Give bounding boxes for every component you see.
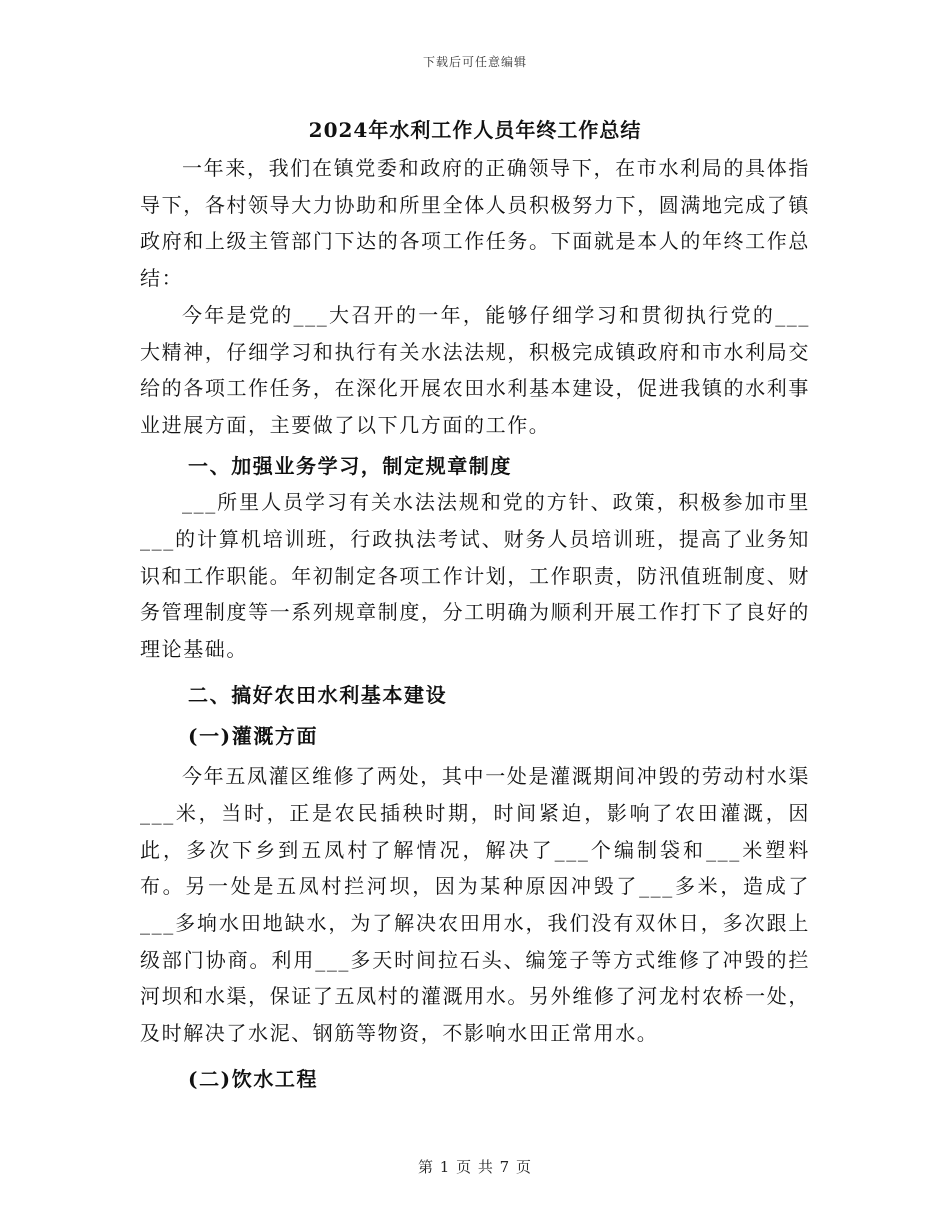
page-number: 第 1 页 共 7 页 [418, 1158, 532, 1176]
paragraph-study: ___所里人员学习有关水法法规和党的方针、政策，积极参加市里___的计算机培训班，行政执法考试、财务人员培训班，提高了业务知识和工作职能。年初制定各项工作计划，工作职责，防汛值班制度、财务管理制度等一系列规章制度，分工明确为顺利开展工作打下了良好的理论基础。 [140, 490, 810, 662]
header-note: 下载后可任意编辑 [422, 55, 527, 69]
section-heading-2: 二、搞好农田水利基本建设 [188, 682, 448, 707]
paragraph-irrigation: 今年五凤灌区维修了两处，其中一处是灌溉期间冲毁的劳动村水渠___米，当时，正是农民插秧时期，时间紧迫，影响了农田灌溉，因此，多次下乡到五凤村了解情况，解决了___个编制袋和___米塑料布。另一处是五凤村拦河坝，因为某种原因冲毁了___多米，造成了___多垧水田地缺水，为了解决农田用水，我们没有双休日，多次跟上级部门协商。利用___多天时间拉石头、编笼子等方式维修了冲毁的拦河坝和水渠，保证了五凤村的灌溉用水。另外维修了河龙村农桥一处，及时解决了水泥、钢筋等物资，不影响水田正常用水。 [140, 764, 810, 1046]
paragraph-overview: 今年是党的___大召开的一年，能够仔细学习和贯彻执行党的___大精神，仔细学习和执行有关水法法规，积极完成镇政府和市水利局交给的各项工作任务，在深化开展农田水利基本建设，促进我镇的水利事业进展方面，主要做了以下几方面的工作。 [140, 302, 810, 437]
subsection-heading-irrigation: (一)灌溉方面 [188, 723, 319, 748]
document-body [140, 150, 810, 1098]
paragraph-intro: 一年来，我们在镇党委和政府的正确领导下，在市水利局的具体指导下，各村领导大力协助和所里全体人员积极努力下，圆满地完成了镇政府和上级主管部门下达的各项工作任务。下面就是本人的年终工作总结： [140, 156, 810, 291]
document-title: 2024年水利工作人员年终工作总结 [308, 118, 642, 142]
section-heading-1: 一、加强业务学习，制定规章制度 [188, 453, 512, 478]
subsection-heading-drinking-water: (二)饮水工程 [188, 1066, 319, 1091]
